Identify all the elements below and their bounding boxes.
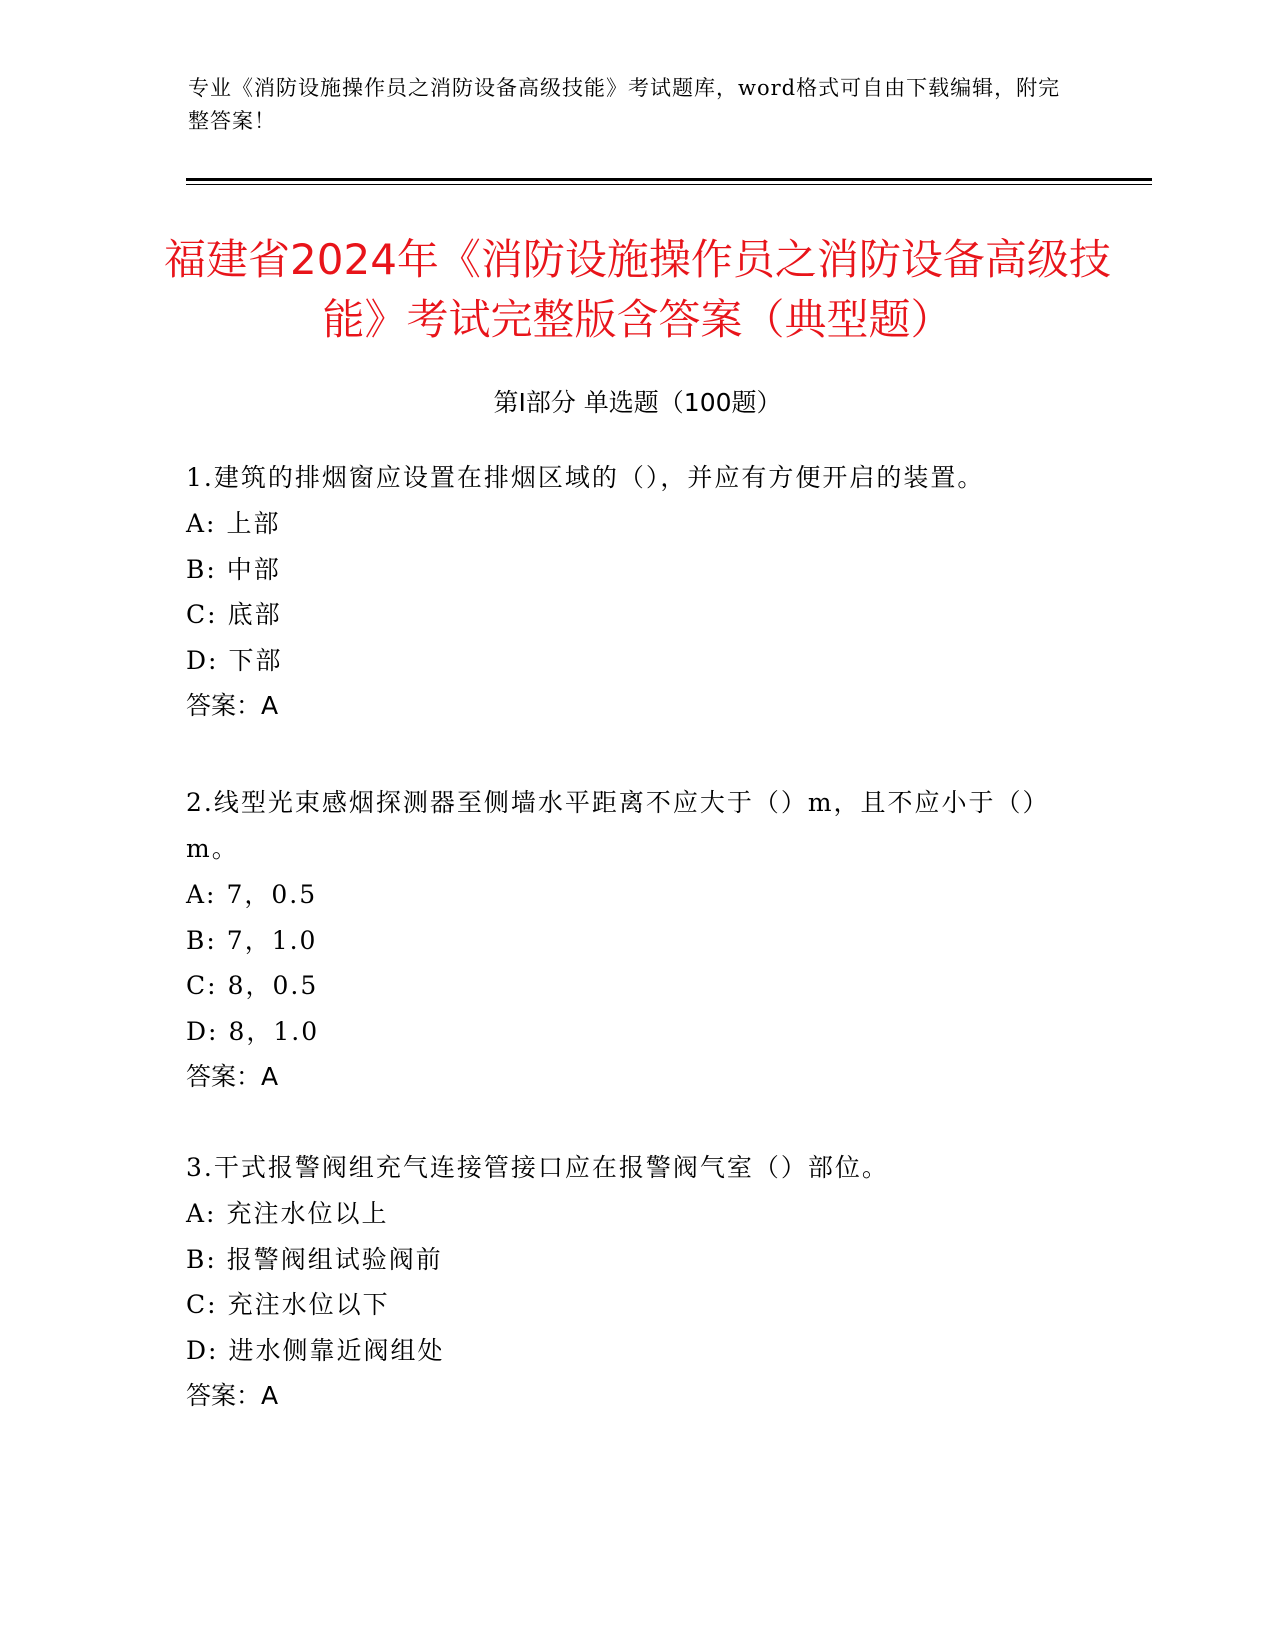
- option-key: B:: [186, 925, 217, 955]
- option-list: [186, 501, 1076, 683]
- question-stem: 1.建筑的排烟窗应设置在排烟区域的（），并应有方便开启的装置。: [186, 463, 985, 492]
- option-text: 底部: [227, 600, 282, 629]
- option-c: [186, 592, 1076, 638]
- option-key: A:: [186, 880, 217, 909]
- option-text: 8，0.5: [227, 971, 319, 1000]
- option-d: [186, 638, 1076, 684]
- option-key: C:: [186, 1290, 218, 1319]
- header-note: 专业《消防设施操作员之消防设备高级技能》考试题库，word格式可自由下载编辑，附完整答案！: [188, 76, 1061, 133]
- option-text: 中部: [226, 554, 281, 584]
- option-text: 进水侧靠近阀组处: [228, 1335, 445, 1365]
- header-divider-thick: [186, 178, 1152, 181]
- answer-line: 答案：A: [186, 1381, 279, 1410]
- option-c: [186, 1282, 1076, 1328]
- option-a: [186, 501, 1076, 547]
- option-key: B:: [186, 554, 217, 584]
- question-stem: 3.干式报警阀组充气连接管接口应在报警阀气室（）部位。: [186, 1153, 889, 1182]
- option-text: 报警阀组试验阀前: [226, 1244, 443, 1274]
- answer-line: 答案：A: [186, 691, 279, 720]
- answer-line: 答案：A: [186, 1062, 279, 1091]
- option-a: [186, 872, 1076, 918]
- document-title: 福建省2024年《消防设施操作员之消防设备高级技能》考试完整版含答案（典型题）: [164, 235, 1111, 344]
- option-key: D:: [186, 645, 219, 675]
- option-text: 7，0.5: [226, 880, 318, 909]
- option-text: 充注水位以上: [226, 1199, 389, 1228]
- option-c: [186, 963, 1076, 1009]
- option-a: [186, 1191, 1076, 1237]
- option-d: [186, 1009, 1076, 1055]
- option-text: 上部: [226, 509, 281, 538]
- question-2: [186, 780, 1076, 1100]
- option-d: [186, 1328, 1076, 1374]
- option-key: D:: [186, 1335, 219, 1365]
- option-key: A:: [186, 1199, 217, 1228]
- section-heading: 第I部分 单选题（100题）: [493, 388, 782, 417]
- question-3: [186, 1145, 1076, 1419]
- option-text: 充注水位以下: [227, 1290, 390, 1319]
- question-stem: 2.线型光束感烟探测器至侧墙水平距离不应大于（）m，且不应小于（）m。: [186, 788, 1050, 863]
- option-text: 下部: [228, 645, 283, 675]
- option-key: C:: [186, 600, 218, 629]
- option-b: [186, 918, 1076, 964]
- option-list: [186, 872, 1076, 1054]
- option-text: 7，1.0: [226, 925, 318, 955]
- option-key: C:: [186, 971, 218, 1000]
- option-text: 8，1.0: [228, 1016, 320, 1046]
- option-b: [186, 1237, 1076, 1283]
- option-key: D:: [186, 1016, 219, 1046]
- option-b: [186, 547, 1076, 593]
- header-divider-thin: [186, 184, 1152, 185]
- option-key: A:: [186, 509, 217, 538]
- question-1: [186, 455, 1076, 729]
- option-list: [186, 1191, 1076, 1373]
- option-key: B:: [186, 1244, 217, 1274]
